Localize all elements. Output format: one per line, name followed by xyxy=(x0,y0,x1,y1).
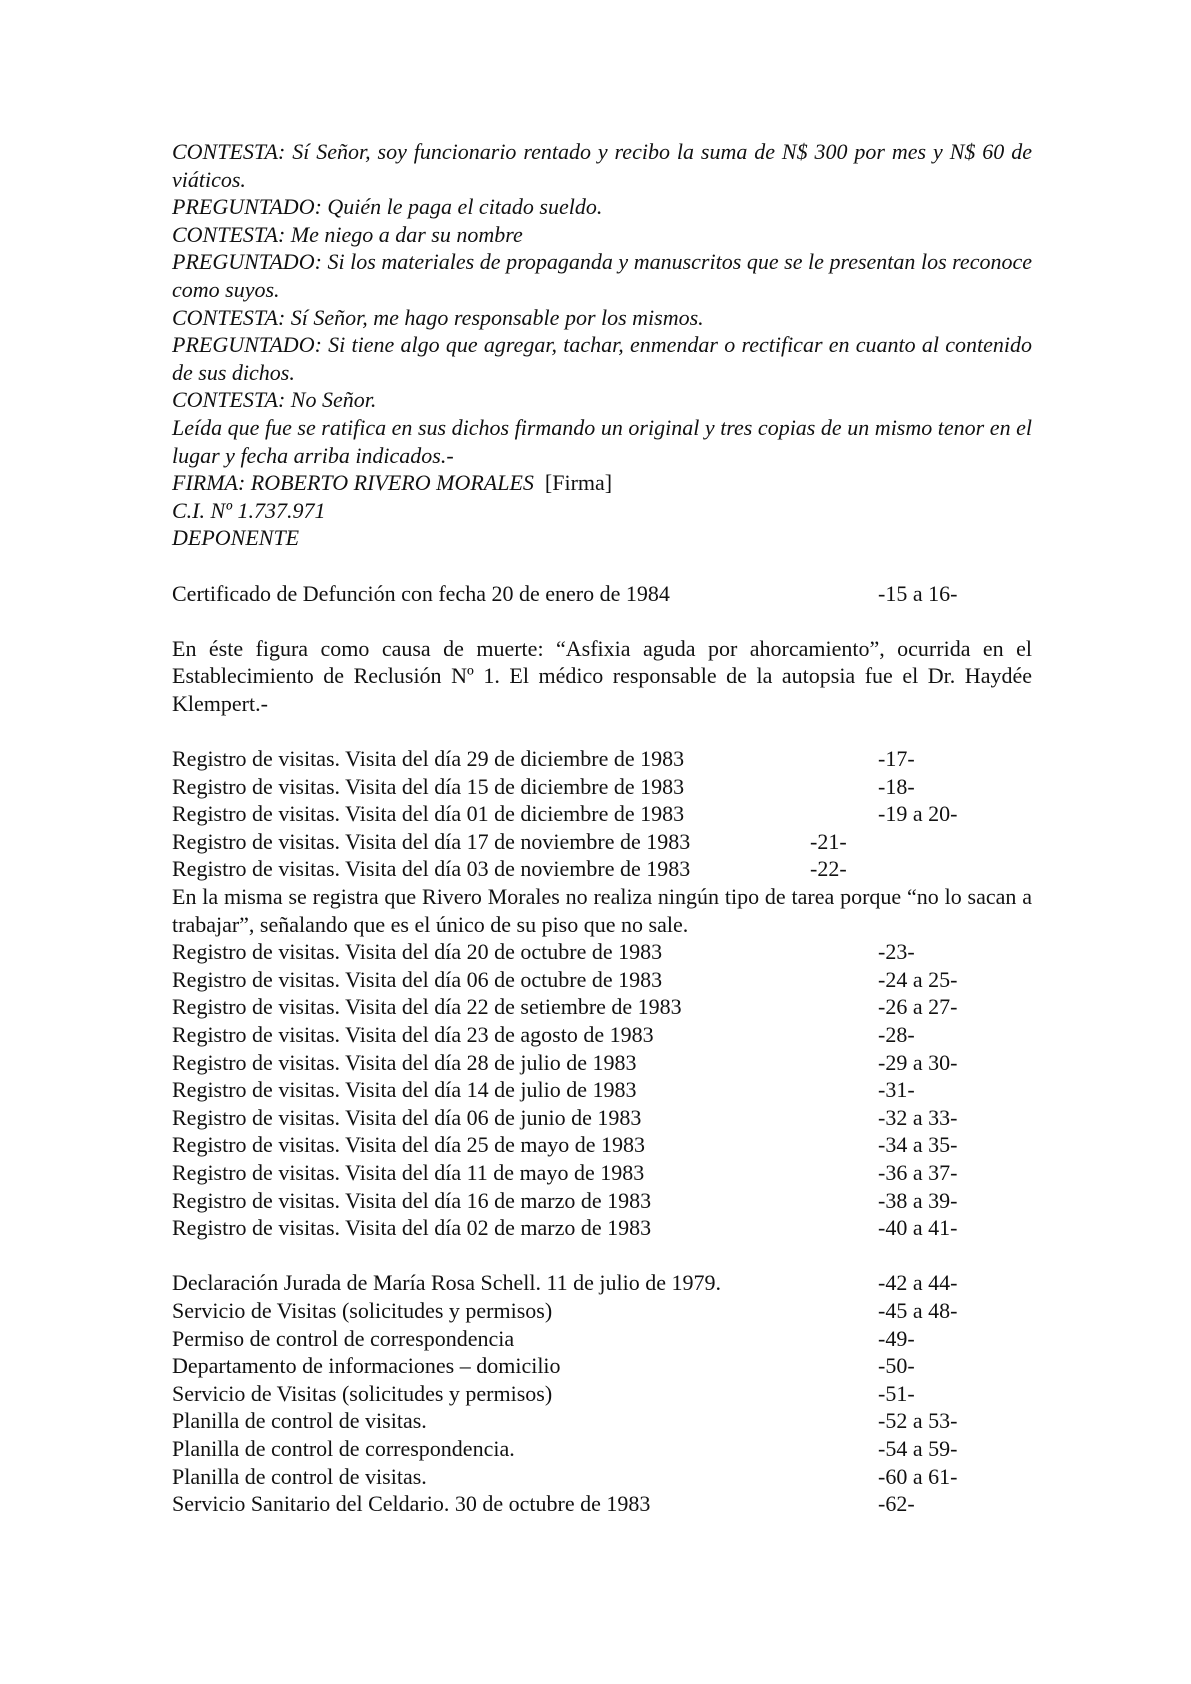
certificate-label: Certificado de Defunción con fecha 20 de enero de 1984 xyxy=(172,580,670,606)
list-item xyxy=(172,1380,1032,1408)
list-item xyxy=(172,828,1032,856)
list-item-ref: -52 a 53- xyxy=(878,1408,958,1434)
list-item xyxy=(172,1076,1032,1104)
list-item-ref: -50- xyxy=(878,1353,915,1379)
list-item xyxy=(172,1187,1032,1215)
list-item-label: Registro de visitas. Visita del día 25 de mayo de 1983 xyxy=(172,1132,646,1158)
list-item-label: Declaración Jurada de María Rosa Schell. 11 de julio de 1979. xyxy=(172,1270,722,1296)
list-item-label: Servicio de Visitas (solicitudes y permisos) xyxy=(172,1297,553,1323)
list-item-label: Registro de visitas. Visita del día 01 de diciembre de 1983 xyxy=(172,801,685,827)
list-item-label: Planilla de control de visitas. xyxy=(172,1463,427,1489)
list-item-label: Registro de visitas. Visita del día 06 de octubre de 1983 xyxy=(172,966,663,992)
list-item-label: Registro de visitas. Visita del día 17 de noviembre de 1983 xyxy=(172,828,691,854)
list-item-label: Registro de visitas. Visita del día 28 de julio de 1983 xyxy=(172,1049,637,1075)
list-item-label: Servicio Sanitario del Celdario. 30 de octubre de 1983 xyxy=(172,1491,651,1517)
list-item-ref: -17- xyxy=(878,746,915,772)
list-item xyxy=(172,1352,1032,1380)
list-item-ref: -36 a 37- xyxy=(878,1159,958,1185)
list-item-ref: -22- xyxy=(810,856,847,882)
list-item xyxy=(172,745,1032,773)
answer-no: CONTESTA: No Señor. xyxy=(172,387,377,413)
question-who-pays: PREGUNTADO: Quién le paga el citado sueldo. xyxy=(172,194,603,220)
list-item xyxy=(172,1435,1032,1463)
list-item xyxy=(172,1049,1032,1077)
certificate-row xyxy=(172,580,1032,608)
visits-note: En la misma se registra que Rivero Morales no realiza ningún tipo de tarea porque “no lo sacan a trabajar”, señalando que es el único de su piso que no sale. xyxy=(172,884,1032,937)
id-number: C.I. Nº 1.737.971 xyxy=(172,497,326,523)
list-item-ref: -18- xyxy=(878,773,915,799)
signature-line xyxy=(172,469,1032,497)
list-item-ref: -42 a 44- xyxy=(878,1270,958,1296)
list-item xyxy=(172,1214,1032,1242)
list-item xyxy=(172,1159,1032,1187)
list-item xyxy=(172,1269,1032,1297)
visits-list-b xyxy=(172,938,1032,1242)
list-item-ref: -23- xyxy=(878,939,915,965)
document-page xyxy=(172,138,1032,1518)
spacer xyxy=(172,552,1032,580)
certificate-ref: -15 a 16- xyxy=(878,580,958,606)
list-item xyxy=(172,1407,1032,1435)
list-item xyxy=(172,1021,1032,1049)
deponent-role: DEPONENTE xyxy=(172,525,300,551)
documents-list xyxy=(172,1269,1032,1517)
deposition-section xyxy=(172,138,1032,552)
answer-salary: CONTESTA: Sí Señor, soy funcionario rentado y recibo la suma de N$ 300 por mes y N$ 60 de viáticos. xyxy=(172,139,1032,192)
list-item-ref: -51- xyxy=(878,1380,915,1406)
list-item xyxy=(172,1104,1032,1132)
spacer xyxy=(172,607,1032,635)
ratification-statement: Leída que fue se ratifica en sus dichos firmando un original y tres copias de un mismo tenor en el lugar y fecha arriba indicados.- xyxy=(172,414,1032,468)
list-item xyxy=(172,966,1032,994)
list-item-ref: -45 a 48- xyxy=(878,1297,958,1323)
list-item-ref: -34 a 35- xyxy=(878,1132,958,1158)
list-item xyxy=(172,1463,1032,1491)
question-materials: PREGUNTADO: Si los materiales de propaganda y manuscritos que se le presentan los reconoce como suyos. xyxy=(172,249,1032,302)
list-item-label: Registro de visitas. Visita del día 20 de octubre de 1983 xyxy=(172,939,663,965)
list-item-ref: -49- xyxy=(878,1325,915,1351)
visits-list-a xyxy=(172,745,1032,883)
list-item-label: Registro de visitas. Visita del día 06 de junio de 1983 xyxy=(172,1104,642,1130)
list-item-label: Registro de visitas. Visita del día 11 de mayo de 1983 xyxy=(172,1159,645,1185)
list-item-ref: -38 a 39- xyxy=(878,1187,958,1213)
list-item-label: Registro de visitas. Visita del día 23 de agosto de 1983 xyxy=(172,1022,654,1047)
list-item-label: Permiso de control de correspondencia xyxy=(172,1325,515,1351)
list-item xyxy=(172,855,1032,883)
list-item-label: Registro de visitas. Visita del día 02 de marzo de 1983 xyxy=(172,1215,652,1241)
list-item-ref: -29 a 30- xyxy=(878,1049,958,1075)
certificate-note: En éste figura como causa de muerte: “Asfixia aguda por ahorcamiento”, ocurrida en el Establecimiento de Reclusión Nº 1. El médico responsable de la autopsia fue el Dr. Haydée Klempert.- xyxy=(172,635,1032,716)
list-item xyxy=(172,1131,1032,1159)
list-item-label: Registro de visitas. Visita del día 16 de marzo de 1983 xyxy=(172,1187,652,1213)
list-item xyxy=(172,993,1032,1021)
signature-mark: [Firma] xyxy=(544,470,613,496)
list-item xyxy=(172,1325,1032,1353)
list-item xyxy=(172,938,1032,966)
list-item-label: Planilla de control de visitas. xyxy=(172,1408,427,1434)
signature-label: FIRMA: ROBERTO RIVERO MORALES xyxy=(172,470,534,496)
list-item xyxy=(172,1490,1032,1518)
list-item-label: Registro de visitas. Visita del día 15 de diciembre de 1983 xyxy=(172,773,685,799)
answer-responsible: CONTESTA: Sí Señor, me hago responsable por los mismos. xyxy=(172,304,704,330)
list-item-ref: -54 a 59- xyxy=(878,1435,958,1461)
list-item-ref: -32 a 33- xyxy=(878,1104,958,1130)
question-add-anything: PREGUNTADO: Si tiene algo que agregar, tachar, enmendar o rectificar en cuanto al contenido de sus dichos. xyxy=(172,332,1032,385)
list-item-label: Registro de visitas. Visita del día 14 de julio de 1983 xyxy=(172,1077,637,1103)
list-item-ref: -24 a 25- xyxy=(878,966,958,992)
list-item-ref: -19 a 20- xyxy=(878,801,958,827)
list-item-label: Departamento de informaciones – domicilio xyxy=(172,1353,561,1379)
list-item-label: Registro de visitas. Visita del día 03 de noviembre de 1983 xyxy=(172,856,691,882)
list-item-ref: -62- xyxy=(878,1491,915,1517)
list-item-ref: -31- xyxy=(878,1077,915,1103)
list-item-label: Servicio de Visitas (solicitudes y permisos) xyxy=(172,1380,553,1406)
spacer xyxy=(172,717,1032,745)
list-item-ref: -60 a 61- xyxy=(878,1463,958,1489)
list-item xyxy=(172,800,1032,828)
list-item-label: Registro de visitas. Visita del día 29 de diciembre de 1983 xyxy=(172,746,685,772)
list-item xyxy=(172,1297,1032,1325)
list-item xyxy=(172,773,1032,801)
list-item-ref: -40 a 41- xyxy=(878,1215,958,1241)
list-item-ref: -26 a 27- xyxy=(878,994,958,1020)
spacer xyxy=(172,1242,1032,1270)
answer-refuses-name: CONTESTA: Me niego a dar su nombre xyxy=(172,221,523,247)
list-item-label: Registro de visitas. Visita del día 22 de setiembre de 1983 xyxy=(172,994,682,1020)
list-item-ref: -21- xyxy=(810,828,847,854)
list-item-ref: -28- xyxy=(878,1022,915,1047)
list-item-label: Planilla de control de correspondencia. xyxy=(172,1435,515,1461)
